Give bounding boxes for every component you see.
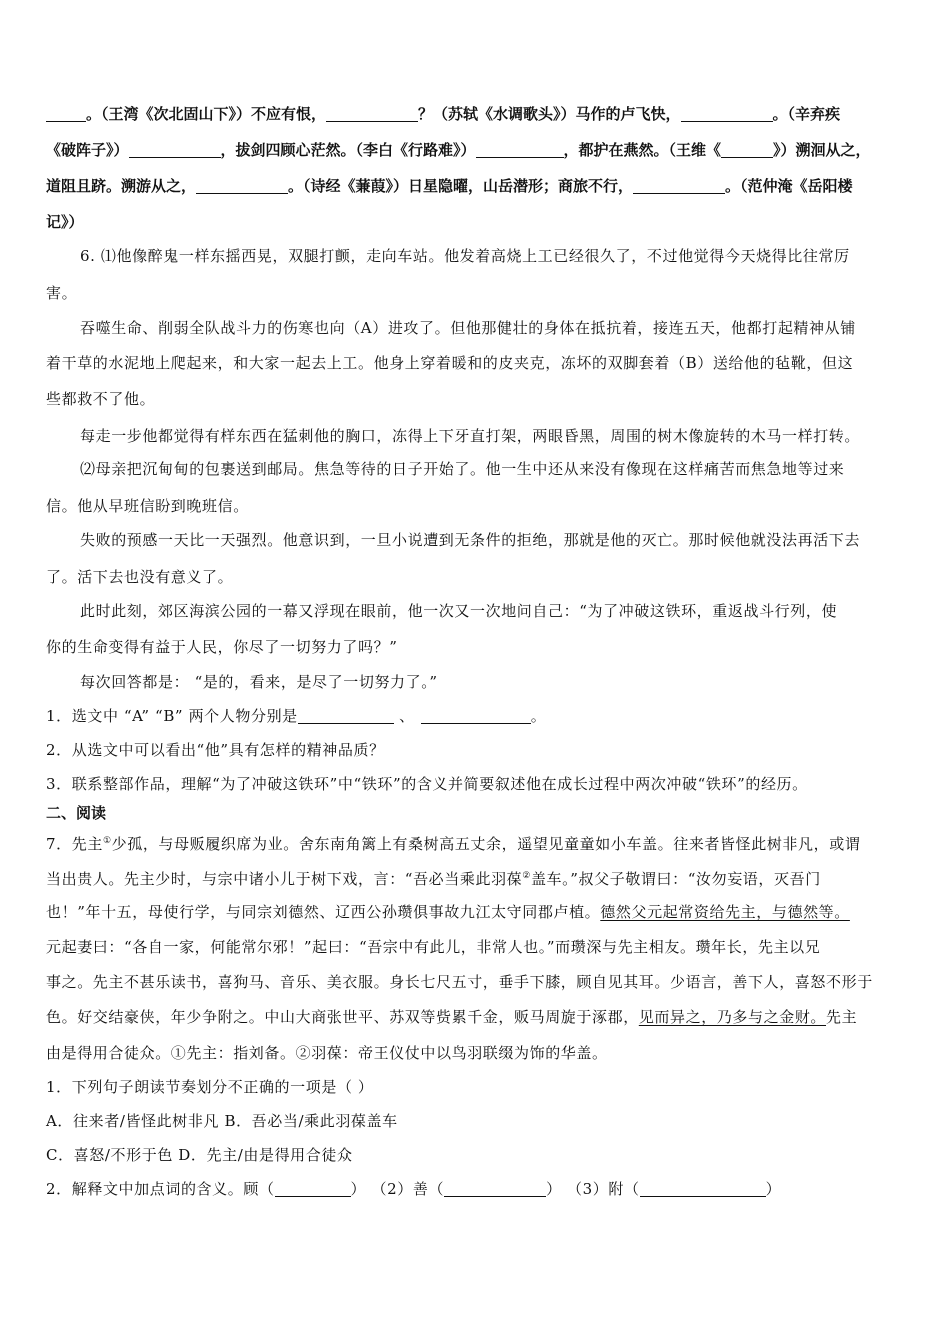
q7-options-cd: C．喜怒/不形于色 D．先主/由是得用合徒众 [46,1146,353,1164]
q6-paragraph-line: 失败的预感一天比一天强烈。他意识到，一旦小说遭到无条件的拒绝，那就是他的灭亡。那时候他就没法再活下去 [80,531,861,549]
poem-text: 《破阵子》） [46,141,129,159]
passage-text: 7．先主 [46,835,103,853]
footnote-marker: ② [522,871,531,881]
answer-blank[interactable] [681,105,773,122]
poem-text: 。（辛弃疾 [772,105,841,123]
poem-text: 道阻且跻。溯游从之， [46,177,197,195]
answer-blank[interactable] [196,177,288,194]
poem-text: 。（范仲淹《岳阳楼 [725,177,853,195]
passage-text: 也！”年十五，母使行学，与同宗刘德然、辽西公孙瓒俱事故九江太守同郡卢植。 [46,903,601,921]
q6-paragraph-line: 你的生命变得有益于人民，你尽了一切努力了吗？” [46,638,398,656]
answer-blank[interactable] [421,707,531,724]
underlined-sentence: 德然父元起常资给先主，与德然等。 [600,903,850,921]
q7-passage-line: 事之。先主不甚乐读书，喜狗马、音乐、美衣服。身长七尺五寸，垂手下膝，顾自见其耳。少语言，善下人，喜怒不形于 [46,973,873,991]
q6-paragraph-line: 每走一步他都觉得有样东西在猛刺他的胸口，冻得上下牙直打架，两眼昏黑，周围的树木像旋转的木马一样打转。 [80,427,861,445]
poem-line-3 [46,174,916,198]
q6-paragraph-line: 些都救不了他。 [46,390,156,408]
q7-passage-line: 由是得用合徒众。①先主：指刘备。②羽葆：帝王仪仗中以鸟羽联缀为饰的华盖。 [46,1044,608,1062]
q7-passage-line [46,900,916,924]
answer-blank[interactable] [46,105,86,122]
q7-passage-line [46,1005,916,1029]
answer-blank[interactable] [721,141,773,158]
q7-subquestion-2 [46,1177,916,1201]
passage-text: 当出贵人。先主少时，与宗中诸小儿于树下戏，言：“吾必当乘此羽葆 [46,870,523,888]
answer-blank[interactable] [476,141,564,158]
question-text: 。 [530,707,547,725]
question-text: ） （3）附（ [546,1180,640,1198]
poem-text: 记》） [46,213,84,231]
q6-paragraph-line: 吞噬生命、削弱全队战斗力的伤寒也向（A）进攻了。但他那健壮的身体在抵抗着，接连五天，他都打起精神从铺 [80,319,856,337]
poem-text: 》）溯洄从之， [773,141,871,159]
passage-text: 先主 [826,1008,858,1026]
poem-text: ，都护在燕然。（王维《 [563,141,722,159]
q6-paragraph-line: 6. ⑴他像醉鬼一样东摇西晃，双腿打颤，走向车站。他发着高烧上工已经很久了，不过他觉得今天烧得比往常厉 [80,247,850,265]
poem-text: ？（苏轼《水调歌头》）马作的卢飞快， [418,105,681,123]
q6-paragraph-line: 了。活下去也没有意义了。 [46,568,234,586]
footnote-marker: ① [102,836,112,846]
poem-line-1 [46,102,916,126]
passage-text: 盖车。”叔父子敬谓曰：“汝勿妄语，灭吾门 [530,870,821,888]
q7-options-ab: A．往来者/皆怪此树非凡 B．吾必当/乘此羽葆盖车 [46,1112,398,1130]
q6-paragraph-line: 着干草的水泥地上爬起来，和大家一起去上工。他身上穿着暖和的皮夹克，冻坏的双脚套着（B）送给他的毡靴，但这 [46,354,854,372]
poem-text: ，拔剑四顾心茫然。（李白《行路难》） [220,141,476,159]
q6-subquestion-3: 3．联系整部作品，理解“为了冲破这铁环”中“铁环”的含义并简要叙述他在成长过程中两次冲破“铁环”的经历。 [46,775,808,793]
poem-text: 。（诗经《蒹葭》）日星隐曜，山岳潜形；商旅不行， [288,177,634,195]
question-text: 1．选文中 “A” “B” 两个人物分别是 [46,707,298,725]
passage-text: 色。好交结豪侠，年少争附之。中山大商张世平、苏双等赀累千金，贩马周旋于涿郡， [46,1008,639,1026]
question-text: ） [765,1180,782,1198]
answer-blank[interactable] [275,1180,351,1197]
answer-blank[interactable] [640,1180,766,1197]
q7-passage-line [46,864,916,891]
q6-paragraph-line: 害。 [46,284,78,302]
q6-subquestion-2: 2．从选文中可以看出“他”具有怎样的精神品质？ [46,741,385,759]
underlined-sentence: 见而异之，乃多与之金财。 [638,1008,827,1026]
q6-paragraph-line: 每次回答都是： “是的，看来，是尽了一切努力了。” [80,673,438,691]
q6-paragraph-line: ⑵母亲把沉甸甸的包裹送到邮局。焦急等待的日子开始了。他一生中还从来没有像现在这样痛苦而焦急地等过来 [80,460,845,478]
poem-line-4 [46,210,916,234]
answer-blank[interactable] [633,177,725,194]
q7-passage-line: 元起妻曰：“各自一家，何能常尔邪！”起曰：“吾宗中有此儿，非常人也。”而瓒深与先主相友。瓒年长，先主以兄 [46,938,821,956]
q6-subquestion-1 [46,704,916,728]
answer-blank[interactable] [326,105,418,122]
q7-passage-line [46,829,916,856]
section-heading: 二、阅读 [46,804,107,822]
poem-text: 。（王湾《次北固山下》）不应有恨， [86,105,327,123]
answer-blank[interactable] [444,1180,546,1197]
question-text: ） （2）善（ [350,1180,445,1198]
q6-paragraph-line: 此时此刻，郊区海滨公园的一幕又浮现在眼前，他一次又一次地问自己：“为了冲破这铁环，重返战斗行列，使 [80,602,838,620]
q6-paragraph-line: 信。他从早班信盼到晚班信。 [46,497,249,515]
passage-text: 少孤，与母贩履织席为业。舍东南角篱上有桑树高五丈余，遥望见童童如小车盖。往来者皆怪此树非凡，或谓 [111,835,861,853]
question-text: 2．解释文中加点词的含义。顾（ [46,1180,275,1198]
poem-line-2 [46,138,916,162]
answer-blank[interactable] [129,141,221,158]
answer-blank[interactable] [298,707,394,724]
q7-subquestion-1: 1．下列句子朗读节奏划分不正确的一项是（ ） [46,1078,374,1096]
question-text: 、 [393,707,415,725]
